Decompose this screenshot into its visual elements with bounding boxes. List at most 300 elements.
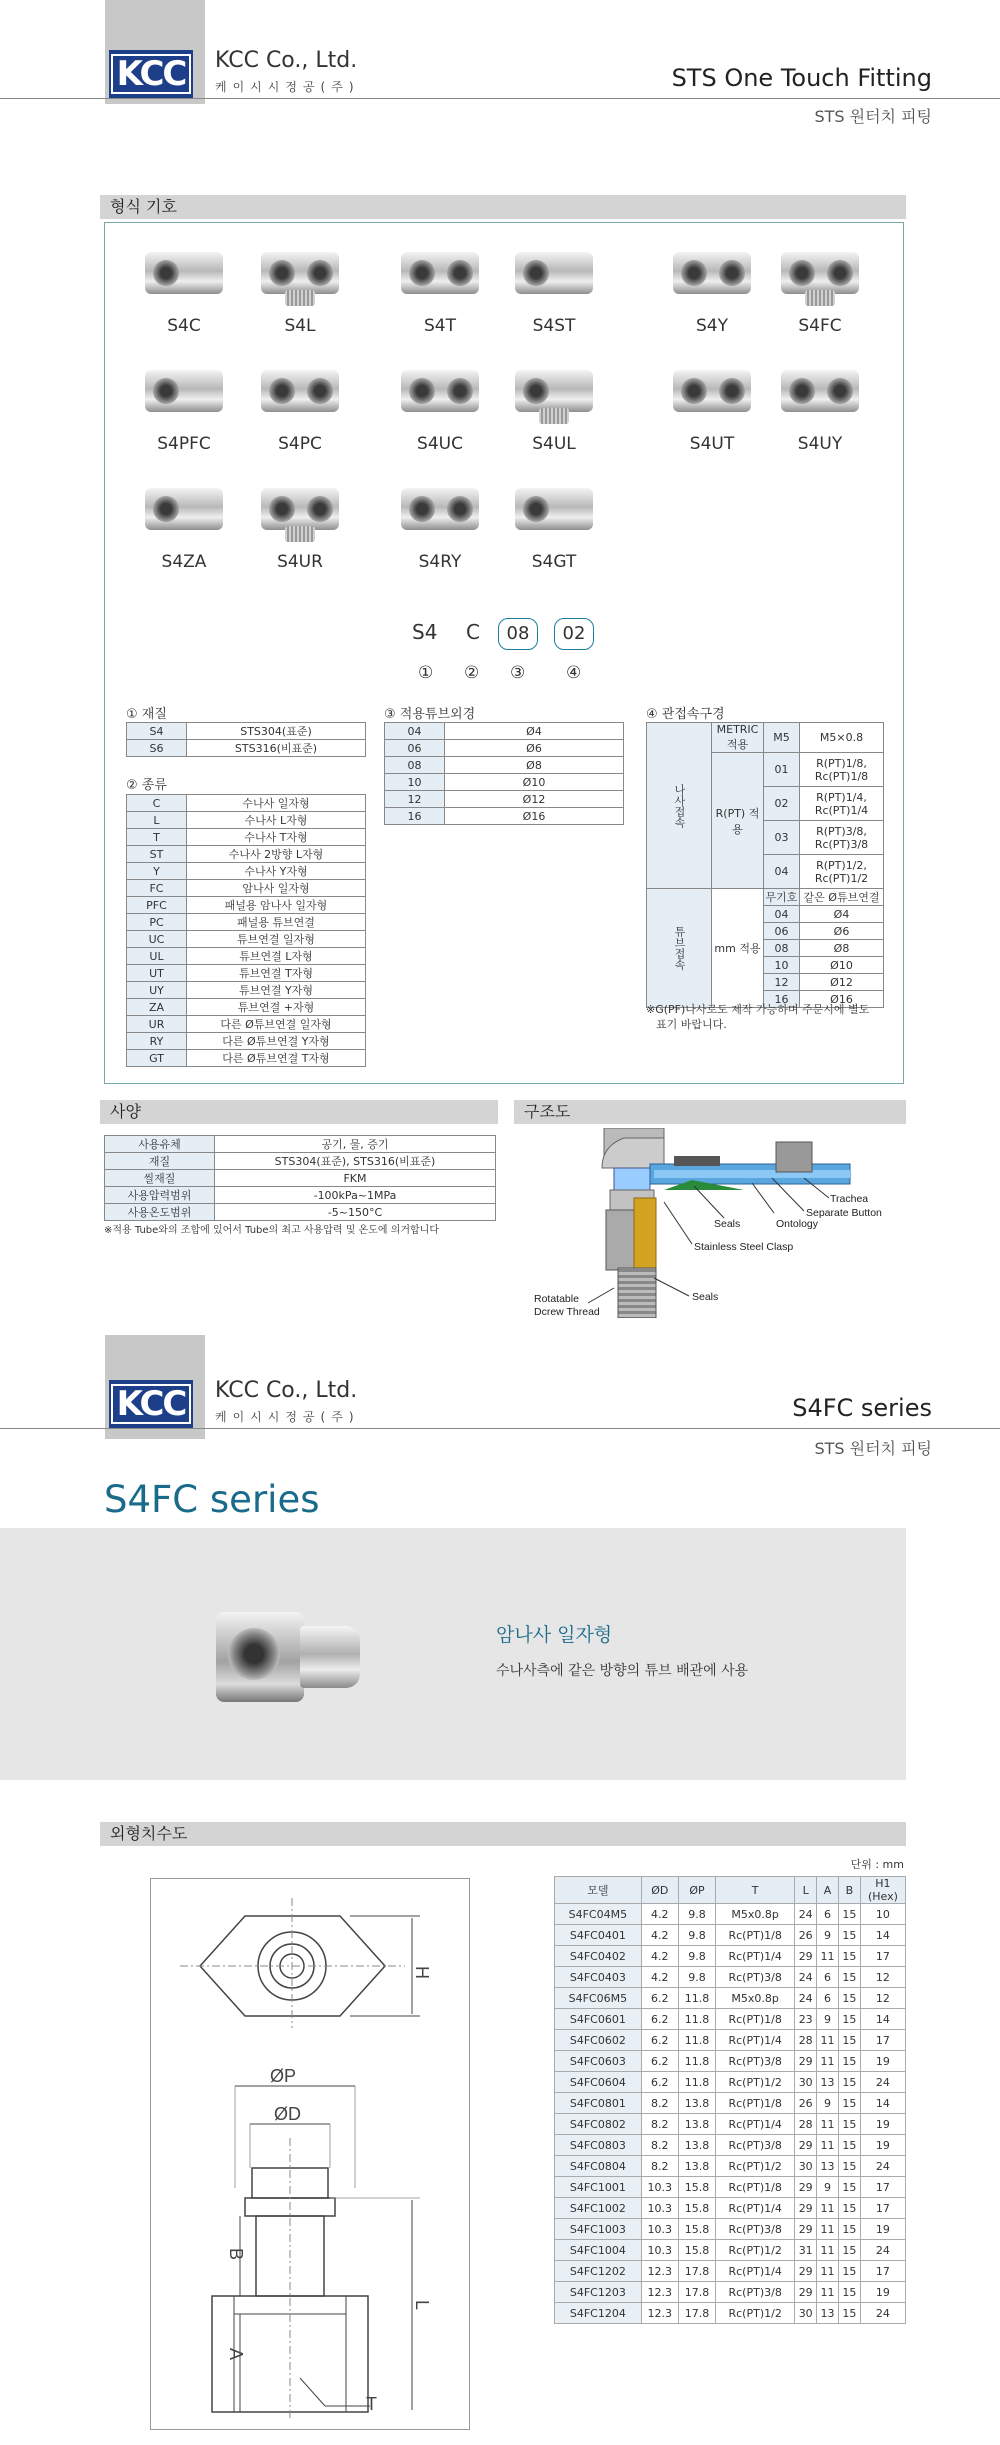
dims-cell: 11 bbox=[817, 2261, 839, 2282]
label-seals-2: Seals bbox=[692, 1291, 719, 1303]
fitting-image bbox=[509, 238, 599, 308]
dims-cell: 19 bbox=[860, 2135, 905, 2156]
dims-cell: 15 bbox=[838, 2261, 860, 2282]
dims-cell: 8.2 bbox=[641, 2135, 678, 2156]
material-row bbox=[127, 740, 366, 757]
series-heading: S4FC series bbox=[104, 1478, 320, 1521]
dims-cell: 13 bbox=[817, 2156, 839, 2177]
dims-header: B bbox=[838, 1877, 860, 1904]
port-tube-value: Ø12 bbox=[800, 974, 884, 991]
tube-table bbox=[384, 722, 624, 825]
type-code: PC bbox=[127, 914, 187, 931]
spec-code: 사용압력범위 bbox=[105, 1187, 215, 1204]
dims-header: L bbox=[795, 1877, 817, 1904]
port-metric-label: METRIC 적용 bbox=[712, 723, 764, 753]
dims-cell: 15 bbox=[838, 2282, 860, 2303]
port-row bbox=[647, 889, 884, 906]
label-rotatable: Rotatable bbox=[534, 1293, 579, 1305]
label-separate-button: Separate Button bbox=[806, 1207, 882, 1219]
dims-cell: 17.8 bbox=[678, 2261, 715, 2282]
type-row bbox=[127, 846, 366, 863]
spec-value: -5~150°C bbox=[215, 1204, 496, 1221]
dims-cell: 13.8 bbox=[678, 2114, 715, 2135]
dims-cell: 17.8 bbox=[678, 2303, 715, 2324]
type-row bbox=[127, 982, 366, 999]
dims-cell: 30 bbox=[795, 2303, 817, 2324]
dims-cell: 11 bbox=[817, 2114, 839, 2135]
structure-diagram bbox=[514, 1128, 906, 1318]
dims-cell: 9.8 bbox=[678, 1925, 715, 1946]
port-r-value-line2: Rc(PT)1/8 bbox=[814, 769, 869, 783]
header-rule bbox=[0, 98, 1000, 99]
dims-cell: 6.2 bbox=[641, 2072, 678, 2093]
product-label: S4C bbox=[167, 316, 201, 336]
spec-row bbox=[105, 1136, 496, 1153]
table-row bbox=[555, 1904, 906, 1925]
product-label: S4GT bbox=[531, 552, 577, 572]
code-num-1: ① bbox=[418, 663, 434, 683]
dims-cell: S4FC0603 bbox=[555, 2051, 642, 2072]
table-row bbox=[555, 2030, 906, 2051]
material-title: ① 재질 bbox=[126, 707, 167, 722]
type-row bbox=[127, 1050, 366, 1067]
dims-cell: 9.8 bbox=[678, 1904, 715, 1925]
dims-cell: Rc(PT)1/2 bbox=[716, 2072, 795, 2093]
code-num-3: ③ bbox=[510, 663, 526, 683]
fitting-image bbox=[509, 474, 599, 544]
fitting-image bbox=[139, 474, 229, 544]
product-s4t bbox=[380, 238, 500, 336]
dims-cell: 9 bbox=[817, 2093, 839, 2114]
code-num-4: ④ bbox=[566, 663, 582, 683]
port-r-label: R(PT) 적용 bbox=[712, 753, 764, 889]
table-row bbox=[555, 2219, 906, 2240]
spec-code: 사용유체 bbox=[105, 1136, 215, 1153]
code-part-tube: 08 bbox=[498, 618, 538, 650]
dims-cell: 24 bbox=[860, 2303, 905, 2324]
dims-cell: 15 bbox=[838, 2051, 860, 2072]
product-label: S4FC bbox=[798, 316, 842, 336]
product-s4ul bbox=[494, 356, 614, 454]
section-title-dims: 외형치수도 bbox=[100, 1822, 906, 1846]
code-part-series: S4 bbox=[412, 620, 438, 644]
port-r-value-line2: Rc(PT)1/2 bbox=[814, 871, 869, 885]
product-s4y bbox=[652, 238, 772, 336]
dims-cell: M5x0.8p bbox=[716, 1904, 795, 1925]
dims-cell: 24 bbox=[795, 1967, 817, 1988]
product-s4pfc bbox=[124, 356, 244, 454]
port-r-code: 01 bbox=[764, 753, 800, 787]
type-value: 다른 Ø튜브연결 Y자형 bbox=[187, 1033, 366, 1050]
table-row bbox=[555, 2177, 906, 2198]
dims-header: 모델 bbox=[555, 1877, 642, 1904]
fitting-image bbox=[255, 356, 345, 426]
type-row bbox=[127, 1033, 366, 1050]
port-row bbox=[647, 723, 884, 753]
dims-cell: S4FC0604 bbox=[555, 2072, 642, 2093]
dims-cell: S4FC1004 bbox=[555, 2240, 642, 2261]
type-value: 패널용 튜브연결 bbox=[187, 914, 366, 931]
type-value: 패널용 암나사 일자형 bbox=[187, 897, 366, 914]
dims-cell: 13 bbox=[817, 2072, 839, 2093]
dims-cell: 11 bbox=[817, 2240, 839, 2261]
material-code: S6 bbox=[127, 740, 187, 757]
dims-cell: 26 bbox=[795, 2093, 817, 2114]
dims-cell: 15.8 bbox=[678, 2219, 715, 2240]
product-banner bbox=[0, 1528, 906, 1780]
port-mm-label: mm 적용 bbox=[712, 889, 764, 1008]
tube-code: 06 bbox=[385, 740, 445, 757]
dims-cell: 29 bbox=[795, 2282, 817, 2303]
dims-cell: Rc(PT)1/4 bbox=[716, 1946, 795, 1967]
dims-cell: Rc(PT)1/4 bbox=[716, 2261, 795, 2282]
dims-cell: 15 bbox=[838, 2240, 860, 2261]
port-m5-value: M5×0.8 bbox=[800, 723, 884, 753]
dims-cell: S4FC06M5 bbox=[555, 1988, 642, 2009]
fitting-image bbox=[667, 356, 757, 426]
dims-cell: S4FC0402 bbox=[555, 1946, 642, 1967]
dims-cell: 15 bbox=[838, 2135, 860, 2156]
type-value: 튜브연결 L자형 bbox=[187, 948, 366, 965]
dims-cell: 17 bbox=[860, 2198, 905, 2219]
dims-cell: 15 bbox=[838, 1946, 860, 1967]
dims-cell: 15 bbox=[838, 1988, 860, 2009]
tube-code: 08 bbox=[385, 757, 445, 774]
dims-cell: 11 bbox=[817, 1946, 839, 1967]
dims-header: T bbox=[716, 1877, 795, 1904]
dims-cell: 11 bbox=[817, 2219, 839, 2240]
table-row bbox=[555, 2156, 906, 2177]
dims-cell: S4FC0804 bbox=[555, 2156, 642, 2177]
dims-cell: S4FC1003 bbox=[555, 2219, 642, 2240]
dims-cell: Rc(PT)1/4 bbox=[716, 2198, 795, 2219]
product-s4gt bbox=[494, 474, 614, 572]
port-tube-code: 06 bbox=[764, 923, 800, 940]
dim-label-p: ØP bbox=[270, 2066, 297, 2086]
fitting-image bbox=[775, 238, 865, 308]
dims-cell: 4.2 bbox=[641, 1967, 678, 1988]
table-row bbox=[555, 1925, 906, 1946]
dims-cell: 15 bbox=[838, 2072, 860, 2093]
port-r-value-line2: Rc(PT)1/4 bbox=[814, 803, 869, 817]
type-table bbox=[126, 794, 366, 1067]
label-trachea: Trachea bbox=[830, 1193, 869, 1205]
tube-row bbox=[385, 757, 624, 774]
product-s4za bbox=[124, 474, 244, 572]
table-row bbox=[555, 2072, 906, 2093]
dims-cell: 24 bbox=[860, 2240, 905, 2261]
type-code: RY bbox=[127, 1033, 187, 1050]
dims-header: H1 (Hex) bbox=[860, 1877, 905, 1904]
tube-row bbox=[385, 740, 624, 757]
dims-cell: 15 bbox=[838, 2093, 860, 2114]
port-r-value bbox=[800, 787, 884, 821]
table-row bbox=[555, 2282, 906, 2303]
port-tube-code: 08 bbox=[764, 940, 800, 957]
table-row bbox=[555, 2009, 906, 2030]
type-code: ZA bbox=[127, 999, 187, 1016]
page-subtitle: STS 원터치 피팅 bbox=[814, 107, 932, 126]
dims-cell: 12 bbox=[860, 1988, 905, 2009]
dims-cell: S4FC0403 bbox=[555, 1967, 642, 1988]
table-row bbox=[555, 2135, 906, 2156]
dims-cell: S4FC0602 bbox=[555, 2030, 642, 2051]
s4fc-product-image bbox=[196, 1600, 368, 1712]
dims-cell: 31 bbox=[795, 2240, 817, 2261]
type-row bbox=[127, 914, 366, 931]
dims-cell: 4.2 bbox=[641, 1946, 678, 1967]
dims-cell: 28 bbox=[795, 2030, 817, 2051]
unit-label: 단위 : mm bbox=[850, 1858, 904, 1871]
dims-cell: 13 bbox=[817, 2303, 839, 2324]
dims-cell: Rc(PT)3/8 bbox=[716, 2219, 795, 2240]
table-row bbox=[555, 1946, 906, 1967]
dims-cell: 8.2 bbox=[641, 2156, 678, 2177]
type-value: 수나사 L자형 bbox=[187, 812, 366, 829]
product-label: S4PC bbox=[278, 434, 322, 454]
dim-label-l: L bbox=[412, 2300, 432, 2311]
dims-cell: 9 bbox=[817, 1925, 839, 1946]
type-code: T bbox=[127, 829, 187, 846]
product-label: S4UR bbox=[277, 552, 323, 572]
product-s4c bbox=[124, 238, 244, 336]
type-code: UY bbox=[127, 982, 187, 999]
tube-row bbox=[385, 774, 624, 791]
product-s4ry bbox=[380, 474, 500, 572]
product-s4l bbox=[240, 238, 360, 336]
spec-code: 씰재질 bbox=[105, 1170, 215, 1187]
tube-value: Ø12 bbox=[445, 791, 624, 808]
dim-label-b: B bbox=[226, 2248, 246, 2261]
type-value: 튜브연결 T자형 bbox=[187, 965, 366, 982]
kcc-logo-2: KCC bbox=[109, 1380, 193, 1428]
dims-cell: S4FC0601 bbox=[555, 2009, 642, 2030]
fitting-image bbox=[139, 356, 229, 426]
port-r-value-line1: R(PT)1/8, bbox=[816, 756, 867, 770]
label-ontology: Ontology bbox=[776, 1218, 819, 1230]
product-label: S4ST bbox=[532, 316, 576, 336]
dims-cell: 11.8 bbox=[678, 2051, 715, 2072]
type-value: 튜브연결 Y자형 bbox=[187, 982, 366, 999]
tube-value: Ø8 bbox=[445, 757, 624, 774]
dims-cell: 11.8 bbox=[678, 2009, 715, 2030]
type-row bbox=[127, 863, 366, 880]
dims-cell: 14 bbox=[860, 2009, 905, 2030]
dims-header: ØD bbox=[641, 1877, 678, 1904]
port-r-value bbox=[800, 821, 884, 855]
dims-cell: 6 bbox=[817, 1988, 839, 2009]
dims-cell: 15.8 bbox=[678, 2240, 715, 2261]
company-name-2: KCC Co., Ltd. bbox=[215, 1378, 358, 1403]
tube-row bbox=[385, 791, 624, 808]
product-label: S4UT bbox=[689, 434, 735, 454]
product-label: S4UC bbox=[417, 434, 463, 454]
label-clasp: Stainless Steel Clasp bbox=[694, 1241, 794, 1253]
type-code: UL bbox=[127, 948, 187, 965]
dims-cell: 11 bbox=[817, 2051, 839, 2072]
dims-cell: 24 bbox=[795, 1904, 817, 1925]
product-s4ut bbox=[652, 356, 772, 454]
dims-cell: 30 bbox=[795, 2072, 817, 2093]
port-tube-code: 16 bbox=[764, 991, 800, 1008]
dims-cell: 12.3 bbox=[641, 2282, 678, 2303]
dims-cell: 6.2 bbox=[641, 2009, 678, 2030]
dims-cell: 19 bbox=[860, 2114, 905, 2135]
dims-cell: 15.8 bbox=[678, 2198, 715, 2219]
port-r-value-line2: Rc(PT)3/8 bbox=[814, 837, 869, 851]
spec-row bbox=[105, 1153, 496, 1170]
dims-cell: 17 bbox=[860, 2030, 905, 2051]
product-label: S4UL bbox=[532, 434, 576, 454]
port-tube-value: Ø6 bbox=[800, 923, 884, 940]
port-table bbox=[646, 722, 884, 1008]
section-title-spec: 사양 bbox=[100, 1100, 498, 1124]
type-code: C bbox=[127, 795, 187, 812]
tube-title: ③ 적용튜브외경 bbox=[384, 707, 476, 722]
type-code: ST bbox=[127, 846, 187, 863]
page-title-2: S4FC series bbox=[792, 1394, 932, 1422]
dims-cell: 13.8 bbox=[678, 2135, 715, 2156]
type-row bbox=[127, 965, 366, 982]
dims-cell: 29 bbox=[795, 2219, 817, 2240]
dims-cell: S4FC0801 bbox=[555, 2093, 642, 2114]
dims-cell: 24 bbox=[795, 1988, 817, 2009]
dims-cell: 29 bbox=[795, 2198, 817, 2219]
port-r-code: 03 bbox=[764, 821, 800, 855]
port-thread-label: 나사접속 bbox=[647, 723, 712, 889]
product-s4ur bbox=[240, 474, 360, 572]
product-s4pc bbox=[240, 356, 360, 454]
tube-code: 12 bbox=[385, 791, 445, 808]
header2-rule bbox=[0, 1428, 1000, 1429]
dims-cell: S4FC1001 bbox=[555, 2177, 642, 2198]
dims-cell: 17 bbox=[860, 1946, 905, 1967]
table-row bbox=[555, 2198, 906, 2219]
dims-cell: 6 bbox=[817, 1904, 839, 1925]
fitting-image bbox=[255, 238, 345, 308]
dims-cell: 15 bbox=[838, 2156, 860, 2177]
dims-cell: Rc(PT)3/8 bbox=[716, 2051, 795, 2072]
dims-cell: Rc(PT)3/8 bbox=[716, 1967, 795, 1988]
product-label: S4T bbox=[424, 316, 456, 336]
port-r-value bbox=[800, 855, 884, 889]
type-code: UT bbox=[127, 965, 187, 982]
spec-row bbox=[105, 1187, 496, 1204]
dims-cell: 6.2 bbox=[641, 2030, 678, 2051]
port-tube-value: Ø16 bbox=[800, 991, 884, 1008]
dims-cell: S4FC1204 bbox=[555, 2303, 642, 2324]
dims-cell: 11 bbox=[817, 2198, 839, 2219]
port-tube-value: Ø8 bbox=[800, 940, 884, 957]
type-value: 수나사 2방향 L자형 bbox=[187, 846, 366, 863]
code-part-type: C bbox=[466, 620, 480, 644]
dims-cell: 28 bbox=[795, 2114, 817, 2135]
type-code: GT bbox=[127, 1050, 187, 1067]
company-name-kr-2: 케이시시정공(주) bbox=[215, 1410, 360, 1424]
product-label: S4RY bbox=[418, 552, 462, 572]
type-title: ② 종류 bbox=[126, 778, 167, 793]
company-name: KCC Co., Ltd. bbox=[215, 48, 358, 73]
material-row bbox=[127, 723, 366, 740]
section-title-structure: 구조도 bbox=[514, 1100, 906, 1124]
dims-cell: 30 bbox=[795, 2156, 817, 2177]
dims-cell: 15.8 bbox=[678, 2177, 715, 2198]
product-s4uc bbox=[380, 356, 500, 454]
spec-row bbox=[105, 1170, 496, 1187]
type-code: UC bbox=[127, 931, 187, 948]
type-row bbox=[127, 880, 366, 897]
table-row bbox=[555, 2114, 906, 2135]
table-row bbox=[555, 1988, 906, 2009]
type-code: Y bbox=[127, 863, 187, 880]
product-s4uy bbox=[760, 356, 880, 454]
dims-cell: 10.3 bbox=[641, 2177, 678, 2198]
spec-value: FKM bbox=[215, 1170, 496, 1187]
type-value: 다른 Ø튜브연결 T자형 bbox=[187, 1050, 366, 1067]
spec-value: -100kPa~1MPa bbox=[215, 1187, 496, 1204]
port-tube-value: Ø10 bbox=[800, 957, 884, 974]
port-r-value-line1: R(PT)1/2, bbox=[816, 858, 867, 872]
section-title-symbol: 형식 기호 bbox=[100, 195, 906, 219]
product-s4fc bbox=[760, 238, 880, 336]
dims-cell: Rc(PT)1/2 bbox=[716, 2156, 795, 2177]
dims-cell: 10.3 bbox=[641, 2198, 678, 2219]
dims-cell: 15 bbox=[838, 2219, 860, 2240]
type-code: UR bbox=[127, 1016, 187, 1033]
tube-value: Ø16 bbox=[445, 808, 624, 825]
dims-cell: 4.2 bbox=[641, 1925, 678, 1946]
material-value: STS304(표준) bbox=[187, 723, 366, 740]
dims-cell: Rc(PT)1/4 bbox=[716, 2030, 795, 2051]
table-row bbox=[555, 2093, 906, 2114]
port-r-code: 02 bbox=[764, 787, 800, 821]
dims-cell: Rc(PT)1/8 bbox=[716, 2177, 795, 2198]
spec-value: 공기, 물, 증기 bbox=[215, 1136, 496, 1153]
code-part-port: 02 bbox=[554, 618, 594, 650]
product-label: S4PFC bbox=[157, 434, 211, 454]
dims-cell: 15 bbox=[838, 2198, 860, 2219]
dim-label-a: A bbox=[226, 2348, 246, 2361]
fitting-image bbox=[395, 238, 485, 308]
dims-header: ØP bbox=[678, 1877, 715, 1904]
dims-cell: 9.8 bbox=[678, 1946, 715, 1967]
product-label: S4L bbox=[284, 316, 316, 336]
type-code: FC bbox=[127, 880, 187, 897]
dims-cell: 23 bbox=[795, 2009, 817, 2030]
dims-cell: S4FC0803 bbox=[555, 2135, 642, 2156]
tube-value: Ø4 bbox=[445, 723, 624, 740]
type-row bbox=[127, 897, 366, 914]
dims-cell: 11.8 bbox=[678, 2030, 715, 2051]
dims-cell: 15 bbox=[838, 1925, 860, 1946]
dims-cell: 14 bbox=[860, 2093, 905, 2114]
dims-cell: 9 bbox=[817, 2177, 839, 2198]
dims-cell: 15 bbox=[838, 2177, 860, 2198]
dims-cell: 12.3 bbox=[641, 2303, 678, 2324]
dims-cell: Rc(PT)1/4 bbox=[716, 2114, 795, 2135]
dims-cell: 14 bbox=[860, 1925, 905, 1946]
table-row bbox=[555, 2303, 906, 2324]
type-value: 수나사 Y자형 bbox=[187, 863, 366, 880]
port-r-code: 04 bbox=[764, 855, 800, 889]
dims-cell: S4FC1203 bbox=[555, 2282, 642, 2303]
type-value: 다른 Ø튜브연결 일자형 bbox=[187, 1016, 366, 1033]
port-tube-code: 04 bbox=[764, 906, 800, 923]
table-row bbox=[555, 2261, 906, 2282]
dims-cell: 13.8 bbox=[678, 2093, 715, 2114]
type-row bbox=[127, 931, 366, 948]
type-row bbox=[127, 1016, 366, 1033]
